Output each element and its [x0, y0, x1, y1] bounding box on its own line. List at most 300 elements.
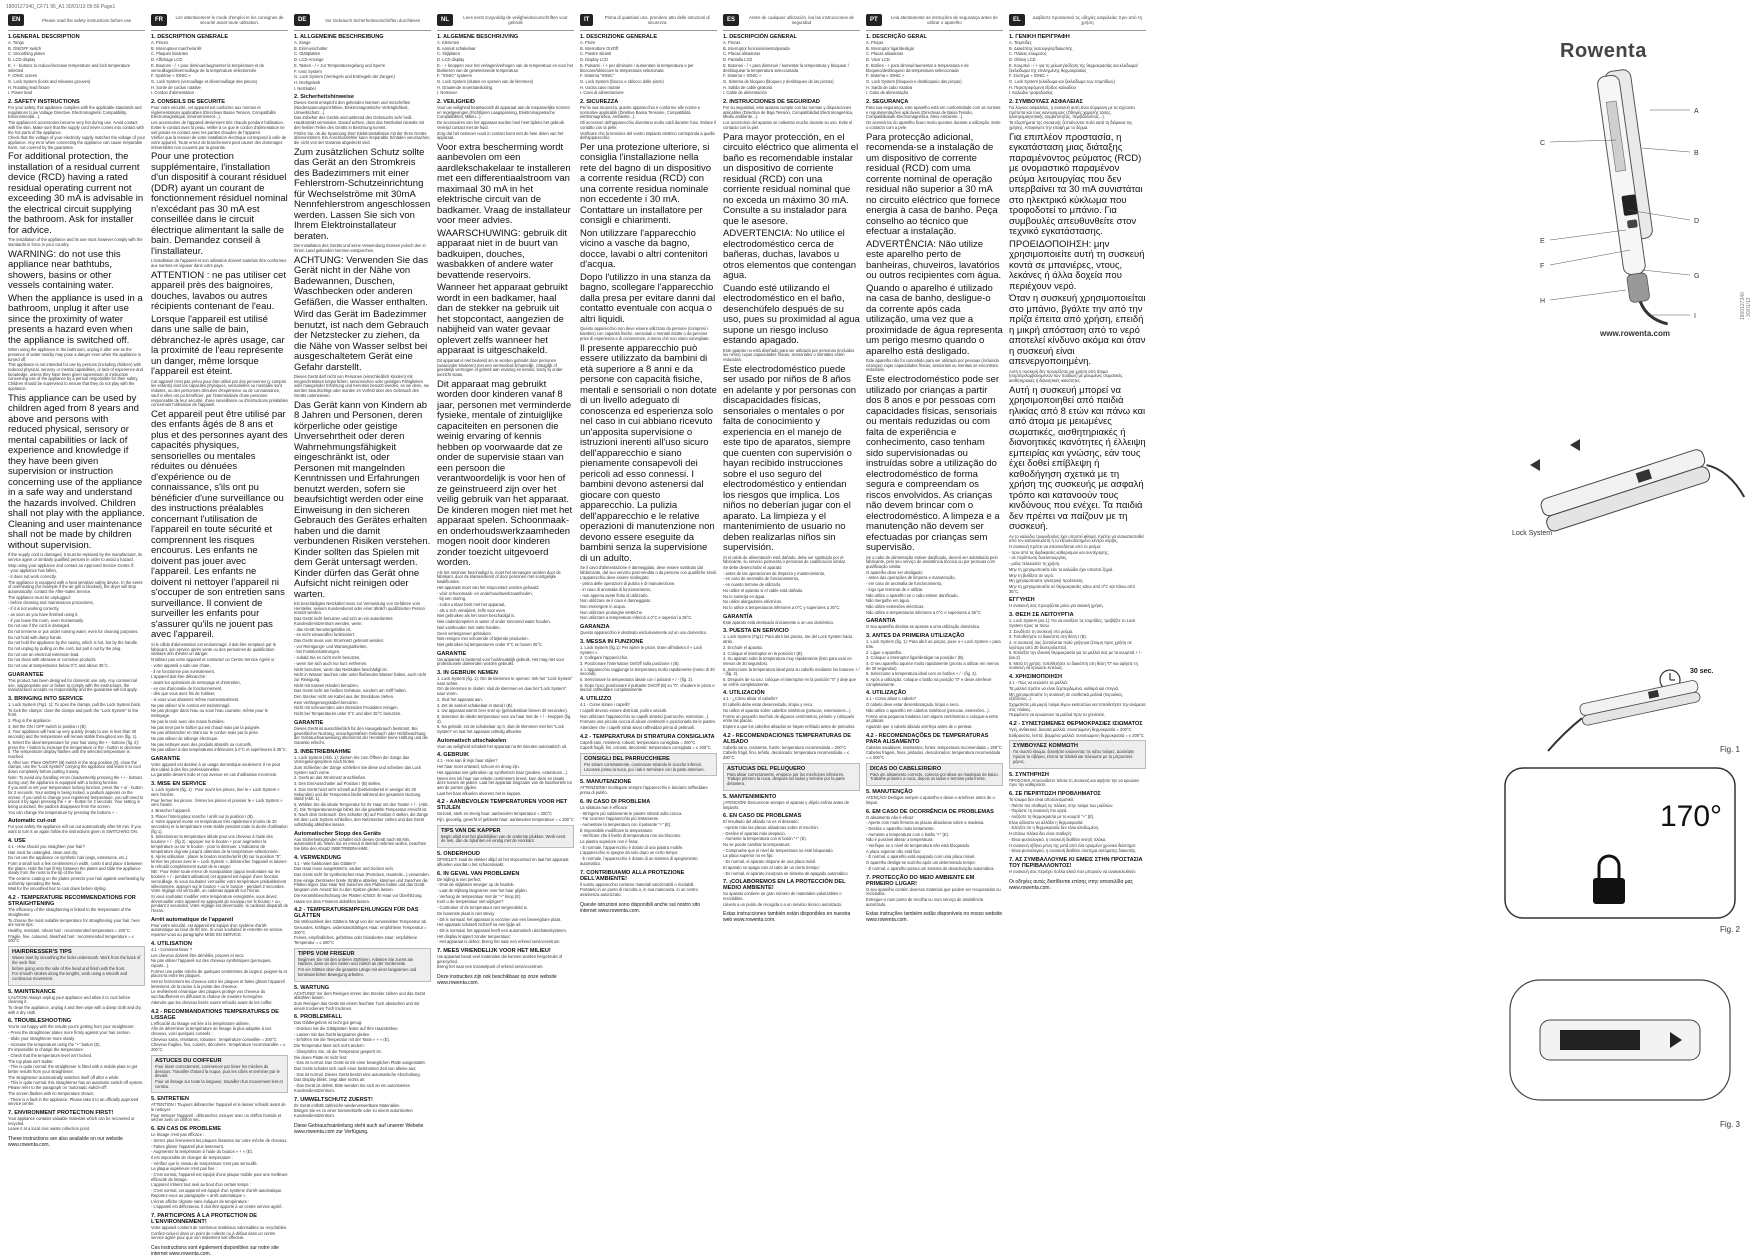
section-heading: ΣΥΜΒΟΥΛΕΣ ΚΟΜΜΩΤΗ: [1013, 743, 1078, 750]
paragraph: - avant les opérations de nettoyage et d'entretien,: [151, 679, 241, 685]
emphasized-warning: Este electrodoméstico pode ser utilizado por crianças a partir dos 8 anos e por pessoas com capacidades físicas, sensoriais ou mentais reduzidas ou com falta de experiência e conhecimento, caso tenham sido supervisionadas ou instruídas sobre a utilização do electrodoméstico de forma segura e compreendam os riscos envolvidos. As crianças não devem brincar com o electrodoméstico. A limpeza e a manutenção não devem ser efectuadas por crianças sem supervisão.: [866, 374, 1000, 554]
paragraph: De bovenste plaat is niet stevig:: [437, 910, 495, 916]
paragraph: Ein beschädigtes Netzkabel muss zur Vermeidung von Gefahren vom Hersteller, seinem Kundendienst oder einer ähnlich qualifizierten Person ersetzt werden.: [294, 601, 425, 616]
section-heading: Automatic cut-out: [8, 818, 56, 825]
paragraph: Les cheveux doivent être démêlés, propres et secs.: [151, 952, 245, 958]
emphasized-warning: Para mayor protección, en el circuito eléctrico que alimenta el baño es recomendable instalar un dispositivo de corriente residual (RCD) con una corriente residual nominal que no exceda un máximo 30 mA. Consulte a su instalador para que le asesore.: [723, 131, 859, 227]
paragraph: - Aumente la temperatura con el botón "+" (E).: [723, 836, 807, 842]
section: [437, 571, 574, 648]
paragraph: - in caso di anomalia di funzionamento,: [580, 586, 651, 592]
paragraph: If you wish to set your temperature locking function, press the + or - button for 2 seconds. Your setting is being locked, a padlock appears on the screen. If you wish to change your registered temperature, you will need to unlock it by again pressing the + or - button for 2 seconds. Your setting is being unlocked, the padlock disappears from the screen.: [8, 785, 144, 810]
section: [1009, 133, 1146, 238]
paragraph: 6. Después de su uso: coloque el interruptor en la posición "0" y deje que se enfríe completamente.: [723, 677, 856, 687]
section: [151, 380, 288, 408]
paragraph: Su aparato contiene un gran número de materiales valorizables o reciclables.: [723, 891, 842, 901]
emphasized-warning: WARNING: do not use this appliance near bathtubs, showers, basins or other vessels containing water.: [8, 248, 121, 292]
section: [294, 602, 431, 717]
paragraph: 5. Selezionare la temperatura ideale con i pulsanti + / - (fig. 2).: [580, 677, 693, 683]
display-panel: [1505, 768, 1735, 918]
paragraph: Niet vasthouden met natte handen.: [437, 624, 501, 630]
paragraph: - Serrez plus fermement les plaques lissantes sur votre mèche de cheveux.: [151, 1137, 288, 1143]
section: [723, 229, 860, 282]
paragraph: 2. Συνδέστε τη συσκευή στο ρεύμα.: [1009, 628, 1074, 634]
section-heading: Automatisch uitschakelen: [437, 737, 507, 744]
paragraph: Μη χρησιμοποιείτε τη συσκευή σε συνθετικά μαλλιά (περούκες, εξτένσιον...).: [1009, 691, 1124, 702]
paragraph: El aparato se apaga solo al cabo de un cierto tiempo:: [723, 864, 820, 870]
section-heading: 6. TROUBLESHOOTING: [8, 1018, 72, 1025]
instructions-column-es: [723, 10, 860, 1232]
paragraph: Do not use the appliance on synthetic hair (wigs, extensions, etc.).: [8, 855, 129, 861]
website-footer: These instructions are also available on our website www.rowenta.com.: [8, 1136, 123, 1149]
section: [8, 238, 145, 247]
paragraph: C. Glättplatten: [294, 51, 321, 57]
paragraph: Pour un lissage sur toute la longueur, travailler d'un mouvement lent et continu.: [155, 1078, 283, 1089]
language-columns: [8, 10, 1146, 1257]
paragraph: Ne pas débrancher en tirant sur le cordon mais par la prise.: [151, 730, 259, 736]
section: [8, 776, 145, 816]
section: [866, 240, 1003, 282]
paragraph: - before cleaning and maintenance procedures,: [8, 600, 94, 606]
paragraph: D. Affichage LCD: [151, 57, 183, 63]
paragraph: - Aumentare la temperatura con il pulsante "+" (E).: [580, 821, 672, 827]
paragraph: - Erhöhen Sie die Temperatur mit der Taste « + » (E).: [294, 1037, 390, 1043]
paragraph: Se o cabo de alimentação estiver danificado, deverá ser substituído pelo fabricante, pelo seu serviço de assistência técnica ou por pessoas com qualificação similar.: [866, 554, 998, 570]
section: [437, 825, 574, 848]
section: [580, 273, 717, 326]
paragraph: F. Sistema « IONIC »: [866, 73, 905, 79]
paragraph: - Laat de stijltang langzamer over het haar glijden.: [437, 888, 528, 893]
emphasized-warning: Il presente apparecchio può essere utilizzato da bambini di età superiore a 8 anni e da persone con capacità fisiche, mentali e sensoriali o non dotate di un livello adeguato di conoscenza ed esperienza solo nel caso in cui abbiano ricevuto un'apposita supervisione o istruzioni inerenti all'uso sicuro dell'apparecchio e siano pienamente consapevoli dei pericoli ad esso connessi. I bambini devono astenersi dal giocare con questo apparecchio. La pulizia dell'apparecchio e le relative operazioni di manutenzione non devono essere eseguite da bambini senza la supervisione di un adulto.: [580, 342, 717, 564]
section: [151, 781, 288, 869]
paragraph: Ne pas utiliser l'appareil sur des cheveux synthétiques (perruques, rajouts...).: [151, 958, 272, 968]
section-heading: 7. UMWELTSCHUTZ ZUERST!: [294, 1096, 373, 1103]
paragraph: 6. Após a utilização: coloque o botão na posição "0" e deixe arrefecer completamente.: [866, 677, 992, 687]
safety-warning: Lees eerst zorgvuldig de veiligheidsvoorschriften voor gebruik: [463, 15, 568, 25]
section: [866, 556, 1003, 616]
section-heading: 1. DESCRIPTION GENERALE: [151, 34, 229, 40]
paragraph: Μην τη χρησιμοποιείτε σε θερμοκρασίες κάτω από 0°C και πάνω από 35°C.: [1009, 583, 1135, 594]
paragraph: Uw apparaat bevat veel materialen die kunnen worden hergebruikt of gerecycled.: [437, 954, 563, 964]
label-d: D: [1694, 218, 1700, 225]
section: [8, 250, 145, 292]
paragraph: Cabelos frágeis, finos, pintados, descolorados: temperatura recomendada = ≤ 200°C: [866, 750, 1001, 761]
paragraph: - Überprüfen Sie, ob die Temperatur gesperrt ist.: [294, 1048, 382, 1054]
paragraph: 3. Den Ein/Ausschalter auf Position I (B) stellen.: [294, 781, 382, 787]
paragraph: - È normale, l'apparecchio è dotato di una piastra mobile.: [580, 844, 684, 850]
paragraph: 6. Dopo l'uso: posizionare il pulsante On/Off (B) su "0", chiudere le pinze e lasciar raffreddare completamente.: [580, 682, 715, 693]
paragraph: Prüfen Sie, ob die Spannung Ihrer Elektroinstallation mit der Ihres Geräts übereinstimmt. Ein Anschlussfehler kann irreparable Schäden verursachen, die nicht von der Garantie abgedeckt sind.: [294, 130, 431, 145]
instructions-column-en: [8, 10, 145, 1232]
paragraph: L'écran affiche clignote sans indiquer de température :: [151, 1198, 250, 1204]
paragraph: 1. Lock System (εικ.1): Για να ανοίξετε τις τσιμπίδες, τραβήξτε το Lock System προς τα πίσω.: [1009, 618, 1136, 628]
section: [580, 566, 717, 621]
paragraph: - Vérifiez que le niveau de température n'est pas verrouillé.: [151, 1160, 258, 1166]
paragraph: Het apparaat niet gebruiken op synthetisch haar (pruiken, extensions...).: [437, 769, 568, 775]
section-heading: 6. IN CASO DI PROBLEMA: [580, 798, 651, 805]
paragraph: A. Pinças: [866, 40, 884, 45]
section: [8, 34, 145, 96]
paragraph: Confiez-celui-ci dans un point de collecte ou à défaut dans un centre service agréé pour que son traitement soit effectué.: [151, 1230, 276, 1241]
emphasized-warning: Wanneer het apparaat gebruikt wordt in een badkamer, haal dan de stekker na gebruik uit het stopcontact, aangezien de nabijheid van water gevaar oplevert zelfs wanneer het apparaat is uitgeschakeld.: [437, 282, 568, 357]
paragraph: CAUTION! Always unplug your appliance and allow it to cool before cleaning it.: [8, 994, 131, 1005]
paragraph: Capelli sani, resistenti, robusti: temperatura consigliata = 200°C: [580, 739, 696, 745]
paragraph: - Increase the temperature using the "+" button (E).: [8, 1041, 101, 1047]
paragraph: The installation of the appliance and its use must however comply with the standards in force in your country.: [8, 237, 143, 248]
section: [580, 34, 717, 96]
paragraph: Breng het naar een inzamelpunt of erkend servicecentrum.: [437, 964, 544, 970]
section: [294, 1097, 431, 1119]
website-footer: Ces instructions sont également disponibles sur notre site internet www.rowenta.com.: [151, 1245, 279, 1257]
section: [723, 733, 860, 761]
paragraph: Este aparato no está diseñado para ser utilizado por personas (incluidos los niños) cuyas capacidades físicas, sensoriales o mentales estén reducidas.: [723, 347, 855, 362]
section-heading: 4. VERWENDUNG: [294, 854, 342, 861]
paragraph: Bringen Sie es zu einer Sammelstelle oder zu einem autorisierten Kundendienstzentrum.: [294, 1108, 413, 1118]
paragraph: Die obere Platte ist nicht fest:: [294, 1054, 348, 1060]
section: [1009, 674, 1146, 718]
section-heading: DICAS DO CABELEIREIRO: [870, 765, 942, 772]
label-c: C: [1540, 140, 1546, 147]
section-heading: 5. MANUTENÇÃO: [866, 789, 913, 796]
section: [151, 315, 288, 378]
paragraph: ATTENZIONE! Scollegare sempre l'apparecchio e lasciarlo raffreddare prima di pulirlo.: [580, 785, 708, 796]
emphasized-warning: Cuando esté utilizando el electrodoméstico en el baño, desenchúfelo después de su uso, pues su proximidad al agua supone un riesgo incluso estando apagado.: [723, 282, 860, 347]
figure-1-time-illustration: [1500, 650, 1750, 740]
paragraph: La placa superior no es fija:: [723, 853, 774, 859]
section-heading: 3. MESSA IN FUNZIONE: [580, 638, 644, 645]
paragraph: 4. O seu aparelho aquece muito rapidamente (pronto a utilizar em menos de 30 segundos).: [866, 660, 999, 671]
paragraph: Laat het haar afkoelen alvorens het te kappen.: [437, 790, 522, 796]
section: [723, 879, 860, 907]
paragraph: - das Gerät heruntergefallen ist,: [294, 626, 352, 632]
paragraph: Não é possível alterar a temperatura:: [866, 837, 934, 843]
paragraph: Zorg dat het netsnoer nooit in contact komt met de hete delen van het apparaat.: [437, 130, 564, 141]
paragraph: Votre appareil est destiné à un usage domestique seulement. Il ne peut être utilisé à des fins professionnelles.: [151, 762, 281, 772]
paragraph: - Controleer of de temperatuur niet vergrendeld is.: [437, 905, 528, 911]
paragraph: Gesundes, kräftiges, widerstandsfähiges Haar: empfohlene Temperatur = 200°C: [294, 924, 427, 935]
paragraph: Για σωστό ίσιωμα, ξεκινήστε ισιώνοντας τις κάτω τούφες. Δουλέψτε πρώτα το σβέρκο, έπειτα τα πλαϊνά και τελειώστε με το μπροστινό μέρος.: [1013, 749, 1135, 764]
section: [1009, 34, 1146, 96]
paragraph: G. Lock System (bloqueio e desbloqueio das pinças): [866, 78, 962, 84]
paragraph: - L'appareil est défectueux. Il doit être apporté à un centre service agréé.: [151, 1204, 283, 1210]
paragraph: Haare vor dem Frisieren abkühlen lassen.: [294, 898, 370, 904]
fig3-label: Fig. 3: [1720, 1120, 1741, 1129]
section: [8, 696, 145, 775]
paragraph: Do not hold with damp hands.: [8, 634, 63, 640]
paragraph: E. Boutons - / + pour diminuer/augmenter la température et de verrouillage/déverrouillage de la température sélectionnée: [151, 62, 264, 73]
section-heading: 4. UTILIZAÇÃO: [866, 690, 907, 697]
paragraph: No lo utilice a temperaturas inferiores a 0°C y superiores a 35°C.: [723, 604, 841, 610]
section-heading: 3. IN GEBRUIK NEMEN: [437, 670, 498, 677]
paragraph: Αν το καλώδιο τροφοδοσίας έχει υποστεί φθορά, πρέπει να αντικατασταθεί από τον κατασκευαστή ή το εξουσιοδοτημένο κέντρο σέρβις.: [1009, 533, 1144, 544]
paragraph: Voor uw veiligheid beantwoordt dit apparaat aan de toepasselijke normen en regelgevingen (Richtlijnen Laagspanning, Elektromagnetische Compatibiliteit, Milieu...).: [437, 105, 570, 120]
paragraph: - non appena avete finito di utilizzarlo.: [580, 592, 649, 598]
paragraph: Attendere che i capelli stirati siano raffreddati prima di pettinarli.: [580, 724, 696, 730]
paragraph: Forme un pequeño mechón de algunos centímetros, péinelo y colóquelo entre las placas.: [723, 713, 855, 724]
safety-warning: Lire attentivement le mode d'emploi et les consignes de sécurité avant toute utilisation.: [175, 15, 284, 25]
paragraph: - Πιέστε πιο σταθερά τις πλάκες στην τούφα των μαλλιών.: [1009, 802, 1114, 808]
paragraph: Neem een lok haar van enkele centimeters breed, kam deze en plaats deze tussen de platen. Laat het apparaat langzaam van de haarwortels tot aan de punten glijden.: [437, 775, 572, 790]
paragraph: I. Netzkabel: [294, 85, 316, 91]
paragraph: Attendre que les cheveux lissés soient refroidis avant de les coiffer.: [151, 999, 273, 1005]
section: [151, 1096, 288, 1123]
paragraph: Non utilizzare se il cavo è danneggiato.: [580, 598, 652, 604]
paragraph: - Es normal, el aparato dispone de una placa móvil.: [723, 859, 817, 865]
section: [437, 948, 574, 970]
paragraph: 2. Sluit het apparaat aan.: [437, 696, 483, 702]
website: www.rowenta.com: [1600, 329, 1670, 338]
paragraph: - as soon as you have finished using it,: [8, 611, 79, 617]
section: [437, 380, 574, 569]
label-a: A: [1694, 108, 1699, 115]
section-heading: 6. ΣΕ ΠΕΡΙΠΤΩΣΗ ΠΡΟΒΛΗΜΑΤΟΣ: [1009, 790, 1101, 797]
paragraph: Ne pas tenir par le boîtier qui est chaud mais par la poignée.: [151, 724, 261, 730]
section-heading: 4.2 - RECOMENDAÇÕES DE TEMPERATURAS PARA ALISAMENTO: [866, 732, 989, 745]
section: [723, 813, 860, 876]
paragraph: - vóór schoonmaak- en onderhoudswerkzaamheden,: [437, 590, 533, 596]
section: [866, 359, 1003, 373]
section: [294, 401, 431, 601]
paragraph: B. Διακόπτης λειτουργίας/διακοπής: [1009, 45, 1073, 51]
paragraph: El resultado del alisado no es el deseado:: [723, 819, 799, 825]
paragraph: De stijling is niet perfect:: [437, 876, 482, 882]
section: [580, 624, 717, 636]
section: [151, 152, 288, 257]
paragraph: C. Placas alisadoras: [723, 51, 761, 57]
paragraph: Τα εξαρτήματα της συσκευής ζεσταίνονται πολύ κατά τη διάρκεια της χρήσης. Αποφύγετε την επαφή με το δέρμα.: [1009, 120, 1133, 130]
paragraph: C. Stijlplaten: [437, 51, 460, 57]
paragraph: - Press the straightener plates more firmly against your hair section.: [8, 1030, 131, 1036]
paragraph: O seu aparelho contém diversos materiais que podem ser recuperados ou reciclados.: [866, 886, 1001, 897]
instructions-column-el: [1009, 10, 1146, 1232]
section: [151, 271, 288, 313]
section-heading: 1.GENERAL DESCRIPTION: [8, 34, 80, 40]
paragraph: - This is quite normal, the straightener is fitted with a mobile plate to get better results from your straightener.: [8, 1064, 138, 1075]
emphasized-warning: Dopo l'utilizzo in una stanza da bagno, scollegare l'apparecchio dalla presa per evitare danni dal contatto eventuale con acqua o altri liquidi.: [580, 271, 716, 325]
section: [437, 651, 574, 667]
section: [294, 244, 431, 253]
section: [1009, 240, 1146, 293]
paragraph: Dieses Gerät ist ausschließlich für den Hausgebrauch bestimmt. Bei gewerblicher Nutzung, unsachgemäßem Gebrauch oder Nichtbeachtung der Gebrauchsanweisung übernimmt der Hersteller keine Haftung und die Garantie erlischt.: [294, 725, 428, 745]
paragraph: Das Gerät muss vom Stromnetz getrennt werden:: [294, 638, 385, 643]
paragraph: B. Interruptor funcionamiento/parada: [723, 45, 790, 51]
paragraph: I. Power lead: [8, 90, 32, 96]
safety-warning: Antes de cualquier utilización, lea las instrucciones de seguridad: [749, 15, 854, 25]
website-footer: Queste istruzioni sono disponibili anche sul nostro sito internet www.rowenta.com.: [580, 901, 701, 914]
section-heading: 4.2 - AANBEVOLEN TEMPERATUREN VOOR HET STIJLEN: [437, 799, 568, 812]
emphasized-warning: When the appliance is used in a bathroom, unplug it after use since the proximity of water presents a hazard even when the appliance is switched off.: [8, 292, 143, 346]
label-b: B: [1694, 150, 1699, 157]
paragraph: Leave it at a local civic waste collection point.: [8, 1126, 91, 1132]
section: [866, 789, 1003, 805]
paragraph: - your appliance has fallen,: [8, 568, 57, 574]
section-heading: 6. EN CASO DE PROBLEMAS: [723, 813, 802, 820]
paragraph: Healthy, resistant, robust hair : recommended temperature = 200°C: [8, 927, 130, 933]
emphasized-warning: For additional protection, the installation of a residual current device (RCD) having a rated residual operating current not exceeding 30 mA is advisable in the electrical circuit supplying the bathroom. Ask for installer for advice.: [8, 151, 144, 236]
section-heading: 4. ΧΡΗΣΙΜΟΠΟΙΗΣΗ: [1009, 674, 1063, 681]
paragraph: - en cuanto termine de utilizarlo.: [723, 582, 782, 588]
paragraph: Gli accessori dell'apparecchio diventano molto caldi durante l'uso. Evitare il contatto con la pelle.: [580, 120, 717, 130]
paragraph: Pour fermer les pinces : fermer les pinces et pousser le « Lock System » vers l'avant.: [151, 797, 283, 808]
paragraph: 3. Posizionare l'interruttore On/Off sulla posizione I (B).: [580, 660, 680, 666]
section: [294, 749, 431, 828]
paragraph: - Das ist normal. Das Gerät ist mit einer beweglichen Platte ausgestattet.: [294, 1060, 426, 1066]
paragraph: - Stringere più saldamente le piastre stiranti sulla ciocca.: [580, 810, 683, 816]
safety-warning: Vor Gebrauch Sicherheitsvorschriften durchlesen: [324, 17, 421, 23]
paragraph: G. Sistema de bloqueo (bloqueo y desbloqueo de las pinzas): [723, 78, 834, 84]
section: [8, 895, 145, 944]
section-heading: 4.2 - TEMPERATURE RECOMMENDATIONS FOR STRAIGHTENING: [8, 895, 136, 908]
paragraph: Geen verlengsnoer gebruiken.: [437, 630, 493, 636]
section: [151, 1213, 288, 1241]
paragraph: H. Saída de cabo rotativa: [866, 84, 913, 90]
paragraph: - Αυξήστε τη θερμοκρασία με το κουμπί "+" (E).: [1009, 814, 1095, 820]
paragraph: ¡ATENCIÓN! Desconecte siempre el aparato y déjelo enfriar antes de limpiarlo.: [723, 799, 849, 810]
paragraph: - Druk de stijlplaten steviger op de haarlok.: [437, 882, 515, 888]
paragraph: Se debe desenchufar el aparato:: [723, 565, 783, 571]
section: [8, 152, 145, 236]
emphasized-warning: Para protecção adicional, recomenda-se a instalação de um dispositivo de corrente residual (RCD) com uma corrente nominal de operação residual não superior a 30 mA no circuito eléctrico que fornece energia à casa de banho. Peça conselho ao técnico que efectuar a instalação.: [866, 131, 1001, 238]
paragraph: E. Botões - + para diminuir/aumentar a temperatura e de bloqueio/desbloqueio da temperatura seleccionada: [866, 62, 969, 73]
section: [437, 752, 574, 796]
paragraph: I. Cavo di alimentazione: [580, 90, 624, 96]
paragraph: Cheveux sains, résistants, robustes : température conseillée = 200°C: [151, 1036, 277, 1042]
paragraph: Das Gerät schaltet sich nach einer bestimmten Zeit von alleine aus:: [294, 1066, 417, 1071]
paragraph: - it does not work correctly.: [8, 573, 57, 579]
figure-3-illustration: [1500, 960, 1740, 1120]
section: [1009, 386, 1146, 533]
paragraph: 1. Lock System (fig. 1): Para abrir as pinças, puxe o « Lock System » para trás.: [866, 639, 1001, 649]
language-badge: EL: [1009, 14, 1025, 26]
paragraph: Η συσκευή πρέπει να αποσυνδέεται από το ρεύμα:: [1009, 544, 1102, 550]
section: [580, 696, 717, 731]
paragraph: Dieses Gerät entspricht den geltenden Normen und Vorschriften (Niederspannungsrichtlinie, Elektromagnetische Verträglichkeit, Umweltschutz...).: [294, 100, 411, 115]
section-heading: GARANTIE: [294, 719, 324, 726]
section-heading: ASTUCES DU COIFFEUR: [155, 1057, 222, 1064]
paragraph: El cabello debe estar desenredado, limpio y seco.: [723, 702, 814, 708]
paragraph: L'appareil s'éteint tout seul au bout d'un certain temps :: [151, 1182, 251, 1188]
paragraph: B. Interruttore On/Off: [580, 45, 619, 51]
paragraph: Não utilize a temperaturas inferiores a 0°C e superiores a 35°C.: [866, 609, 982, 615]
paragraph: La piastra superiore non è fissa:: [580, 839, 639, 845]
paragraph: B. ON/OFF switch: [8, 45, 41, 51]
paragraph: - μόλις τελειώσετε τη χρήση.: [1009, 561, 1061, 567]
paragraph: Formare una piccola ciocca di alcuni centimetri e posizionarla tra le piastre.: [580, 719, 717, 725]
section: [8, 553, 145, 669]
paragraph: O aparelho deve ser desligado:: [866, 569, 923, 575]
paragraph: Niet gebruiken bij temperaturen onder 0°C en boven 35°C.: [437, 641, 544, 647]
paragraph: Cheveux fragiles, fins, colorés, décolorés : température recommandée = ≤ 200°C: [151, 1042, 286, 1053]
language-badge: FR: [151, 14, 167, 26]
paragraph: - É normal, o aparelho possui um sistema de desactivação automática.: [866, 865, 995, 871]
paragraph: You can change the temperature by pressing the buttons + -.: [8, 809, 118, 815]
paragraph: E. + - buttons to reduce/increase temperature and lock temperature selected: [8, 62, 131, 73]
paragraph: - si vous vous absentez même momentanément.: [151, 697, 240, 703]
label-f: F: [1540, 263, 1545, 270]
instructions-column-fr: [151, 10, 289, 1257]
section: [294, 1014, 431, 1093]
section-heading: 5. MANTENIMIENTO: [723, 793, 777, 800]
label-e: E: [1540, 238, 1545, 245]
paragraph: F. Ionic System: [294, 68, 322, 74]
section: [723, 794, 860, 810]
paragraph: ACHTUNG! Vor dem Reinigen immer den Stecker ziehen und das Gerät abkühlen lassen.: [294, 990, 425, 1001]
emphasized-warning: Este electrodoméstico puede ser usado por niños de 8 años en adelante y por personas con discapacidades físicas, sensoriales o mentales o por falta de conocimiento y experiencia en el manejo de este tipo de aparatos, siempre que cuenten con supervisión o hayan recibido instrucciones sobre el uso seguro del electrodoméstico y entiendan los riesgos que implica. Los niños no deberían jugar con el aparato. La limpieza y el mantenimiento de usuario no deben realizarlas niños sin supervisión.: [723, 363, 857, 554]
hair-straightener-illustration: [1530, 60, 1730, 340]
padlock-body: [1593, 878, 1625, 904]
paragraph: 5. Seleccione la temperatura ideal para su cabello mediante los botones + / - (fig. 2).: [723, 666, 860, 677]
paragraph: Om de klemmen te sluiten: sluit de klemmen en duw het "Lock System" naar voren.: [437, 686, 567, 697]
paragraph: Non utilizzare l'apparecchio su capelli sintetici (parrucche, extension...).: [580, 713, 710, 719]
section: [1009, 857, 1146, 875]
section: [294, 985, 431, 1012]
paragraph: NB : Pour éviter toute erreur de manipulation (appui involontaire sur les boutons + / - pendant utilisation) cet appareil est équipé d'une fonction verrouillage. Si vous souhaitez verrouiller votre température préalablement sélectionnée, appuyer sur le bouton + ou le bouton - pendant 2 secondes. Votre réglage est verrouillé, un cadenas apparaît sur l'écran.: [151, 869, 287, 894]
paragraph: L'efficacité du lissage est liée à la température utilisée.: [151, 1020, 250, 1026]
paragraph: Τα μαλλιά πρέπει να είναι ξεμπερδεμένα, καθαρά και στεγνά.: [1009, 685, 1119, 691]
section-heading: HAIRDRESSER'S TIPS: [12, 949, 72, 956]
paragraph: Aguarde que o cabelo alisado arrefeça antes de o pentear.: [866, 723, 973, 729]
section-heading: 4. USE: [8, 837, 26, 844]
section-heading: 1. ALGEMENE BESCHRIJVING: [437, 34, 519, 40]
safety-warning: Please read the safety instructions before use: [42, 17, 132, 23]
section: [580, 734, 717, 751]
section-heading: GARANTIE: [151, 756, 181, 763]
paragraph: 4.1 - Come stirare i capelli?: [580, 702, 630, 708]
paragraph: 5. Seleccione a temperatura ideal com os botões + / - (fig. 2).: [866, 671, 977, 677]
paragraph: The appliance's accessories become very hot during use. Avoid contact with the skin. Make sure that the supply cord never comes into contact with the hot parts of the appliance.: [8, 120, 144, 135]
emphasized-warning: Dit apparaat mag gebruikt worden door kinderen vanaf 8 jaar, personen met verminderde fysieke, mentale of zintuiglijke capaciteiten en personen die weinig ervaring of kennis hebben op voorwaarde dat ze onder de supervisie staan van een persoon die verantwoordelijk is voor hen of ze geinstrueerd zijn over het veilig gebruik van het apparaat. De kinderen mogen niet met het apparaat spelen. Schoonmaak- en onderhoudswerkzaamheden mogen nooit door kinderen zonder toezicht uitgevoerd worden.: [437, 378, 573, 569]
section: [151, 643, 288, 753]
section-heading: 4.2 - TEMPERATUREMPFEHLUNGEN FÜR DAS GLÄTTEN: [294, 907, 419, 920]
section-heading: Automatischer Stopp des Geräts: [294, 830, 382, 837]
paragraph: Portatelo in un punto di raccolta o, in sua mancanza, in un centro assistenza autorizzato.: [580, 887, 698, 897]
paragraph: H. Rotating lead fixture: [8, 84, 50, 90]
paragraph: - antes das operações de limpeza e manutenção,: [866, 575, 956, 581]
section-heading: GARANTIA: [866, 618, 896, 625]
section: [294, 948, 431, 982]
paragraph: Aus Sicherheitsgründen schaltet sich dieses Gerät nach 60 Min. automatisch ab. Wenn Sie es erneut in Betrieb nehmen wollen, beachten Sie bitte den Absatz INBETRIEBNAHME.: [294, 836, 427, 851]
paragraph: Do not use if the cord is damaged.: [8, 623, 71, 629]
section: [723, 628, 860, 687]
paragraph: E. - + knoppen voor het verlagen/verhogen van de temperatuur en voor het blokkeren van de geselecteerde temperatuur: [437, 62, 573, 73]
paragraph: Η συσκευή σβήνει μόνη της μετά από ένα ορισμένο χρονικό διάστημα:: [1009, 842, 1136, 848]
fig1-label: Fig. 1: [1720, 745, 1741, 754]
section: [8, 818, 145, 834]
paragraph: C. Smoothing plates: [8, 51, 45, 57]
paragraph: Capelli fragili, fini, colorati, decolorati: temperatura consigliata = ≤ 200°C: [580, 745, 711, 751]
paragraph: Les accessoires de l'appareil deviennent très chauds pendant l'utilisation. Eviter le contact avec la peau. Veiller à ce que le cordon d'alimentation ne soit jamais en contact avec les parties chaudes de l'appareil.: [151, 120, 285, 135]
section: [437, 799, 574, 822]
paragraph: C. Plaques lissantes: [151, 51, 189, 57]
paragraph: Votre appareil contient de nombreux matériaux valorisables ou recyclables.: [151, 1224, 288, 1230]
paragraph: La garantie devient nulle et non avenue en cas d'utilisation incorrecte.: [151, 772, 278, 778]
paragraph: - σε περίπτωση δυσλειτουργίας,: [1009, 555, 1068, 561]
paragraph: This appliance is not intended for use by persons (including children) with reduced physical, sensory or mental capabilities, or lack of experience and knowledge, unless they have been given supervision or instruction concerning use of the appliance by a person responsible for their safety. Children should be supervised to ensure that they do not play with the appliance.: [8, 362, 143, 391]
section: [8, 1110, 145, 1132]
paragraph: - logo que terminar de o utilizar.: [866, 586, 924, 592]
paragraph: Das Gerät nicht für synthetisches Haar (Perücken, Haarteile...) verwenden.: [294, 872, 430, 878]
paragraph: 2. Gerät an das Stromnetz anschließen.: [294, 775, 367, 781]
paragraph: B. Interrupteur marche/arrêt: [151, 45, 202, 51]
paragraph: Gezond, sterk en stevig haar: aanbevolen temperatuur = 200°C: [437, 811, 553, 817]
section-heading: 7. ¡COLABOREMOS EN LA PROTECCIÓN DEL MEDIO AMBIENTE!: [723, 879, 846, 892]
emphasized-warning: ΠΡΟΕΙΔΟΠΟΙΗΣΗ: μην χρησιμοποιείτε αυτή τη συσκευή κοντά σε μπανιέρες, ντους, λεκάνες ή άλλα δοχεία που περιέχουν νερό.: [1009, 238, 1145, 292]
section: [866, 99, 1003, 131]
paragraph: L'apparecchio deve essere scollegato:: [580, 575, 650, 581]
paragraph: Die Wirksamkeit des Glättens hängt von der verwendeten Temperatur ab.: [294, 919, 428, 925]
figure-1-illustration: [1500, 405, 1740, 575]
paragraph: - bij een storing,: [437, 596, 467, 602]
paragraph: Ne pas utiliser de rallonge électrique.: [151, 735, 219, 741]
